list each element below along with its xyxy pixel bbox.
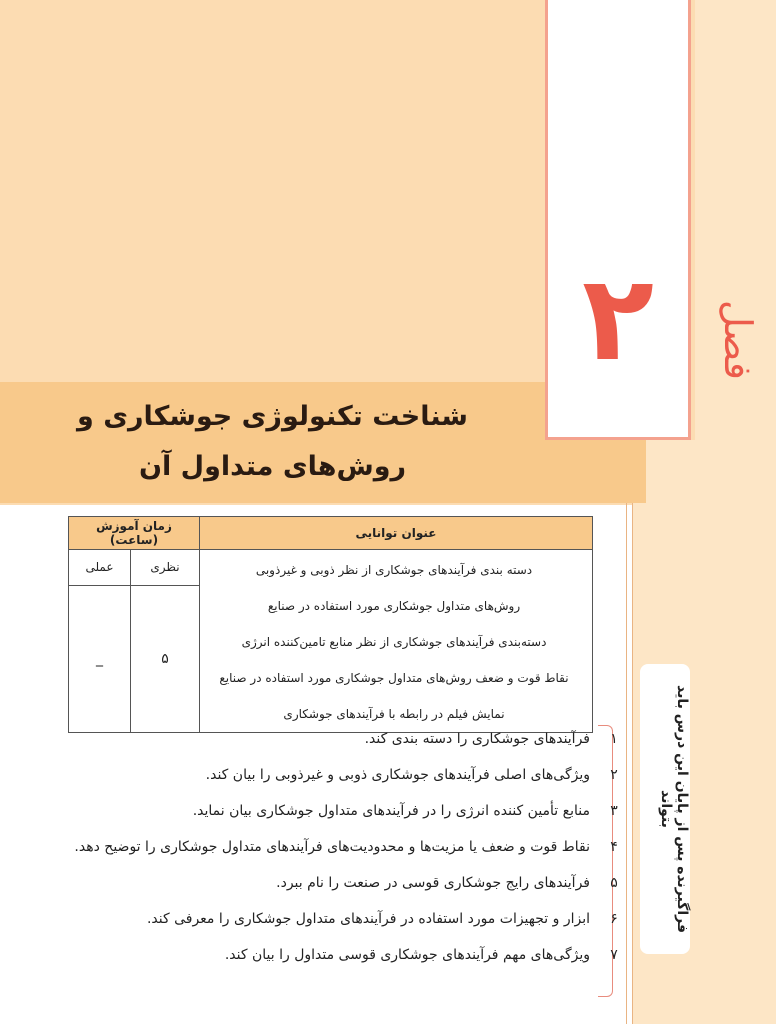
item-number: ۱: [610, 731, 618, 747]
list-item: [10, 833, 630, 869]
list-item: [10, 869, 630, 905]
chapter-label: فصل: [716, 300, 760, 380]
item-number: ۲: [610, 767, 618, 783]
skill-item: دسته بندی فرآیندهای جوشکاری از نظر ذوبی و غیرذوبی: [255, 563, 533, 577]
chapter-title: شناخت تکنولوژی جوشکاری و روش‌های متداول آن: [77, 401, 468, 482]
item-text: ابزار و تجهیزات مورد استفاده در فرآیندهای متداول جوشکاری را معرفی کند.: [146, 911, 590, 927]
right-margin-column: [695, 0, 776, 1024]
item-text: منابع تأمین کننده انرژی را در فرآیندهای متداول جوشکاری بیان نماید.: [192, 803, 590, 819]
chapter-number: ۲: [581, 249, 655, 387]
subheader-theory: نظری: [131, 550, 200, 586]
chapter-number-card: [545, 0, 691, 440]
item-text: ویژگی‌های اصلی فرآیندهای جوشکاری ذوبی و غیرذوبی را بیان کند.: [205, 767, 590, 783]
item-number: ۳: [610, 803, 618, 819]
skill-item: نمایش فیلم در رابطه با فرآیندهای جوشکاری: [283, 707, 505, 721]
theory-hours: ۵: [131, 585, 200, 732]
skill-item: دسته‌بندی فرآیندهای جوشکاری از نظر منابع تامین‌کننده انرژی: [241, 635, 547, 649]
list-item: [10, 725, 630, 761]
header-skill: عنوان توانایی: [200, 517, 593, 550]
practical-hours: _: [69, 585, 131, 732]
item-number: ۷: [610, 947, 618, 963]
item-text: فرآیندهای رایج جوشکاری قوسی در صنعت را نام ببرد.: [276, 875, 590, 891]
item-text: فرآیندهای جوشکاری را دسته بندی کند.: [364, 731, 590, 747]
list-item: [10, 905, 630, 941]
strip-divider: [632, 440, 633, 1024]
skills-cell: [200, 550, 593, 733]
objectives-list: [10, 725, 630, 977]
item-text: ویژگی‌های مهم فرآیندهای جوشکاری قوسی متداول را بیان کند.: [224, 947, 590, 963]
header-time: زمان آموزش (ساعت): [69, 517, 200, 550]
subheader-practical: عملی: [69, 550, 131, 586]
item-text: نقاط قوت و ضعف یا مزیت‌ها و محدودیت‌های فرآیندهای متداول جوشکاری را توضیح دهد.: [74, 839, 590, 855]
competency-table: [68, 516, 593, 733]
skill-item: روش‌های متداول جوشکاری مورد استفاده در صنایع: [267, 599, 521, 613]
item-number: ۵: [610, 875, 618, 891]
side-objective-label: فراگیرنده پس از پایان این درس باید بتواند: [640, 664, 690, 954]
list-item: [10, 797, 630, 833]
list-item: [10, 941, 630, 977]
list-item: [10, 761, 630, 797]
item-number: ۴: [610, 839, 618, 855]
item-number: ۶: [610, 911, 618, 927]
skill-item: نقاط قوت و ضعف روش‌های متداول جوشکاری مورد استفاده در صنایع: [219, 671, 569, 685]
